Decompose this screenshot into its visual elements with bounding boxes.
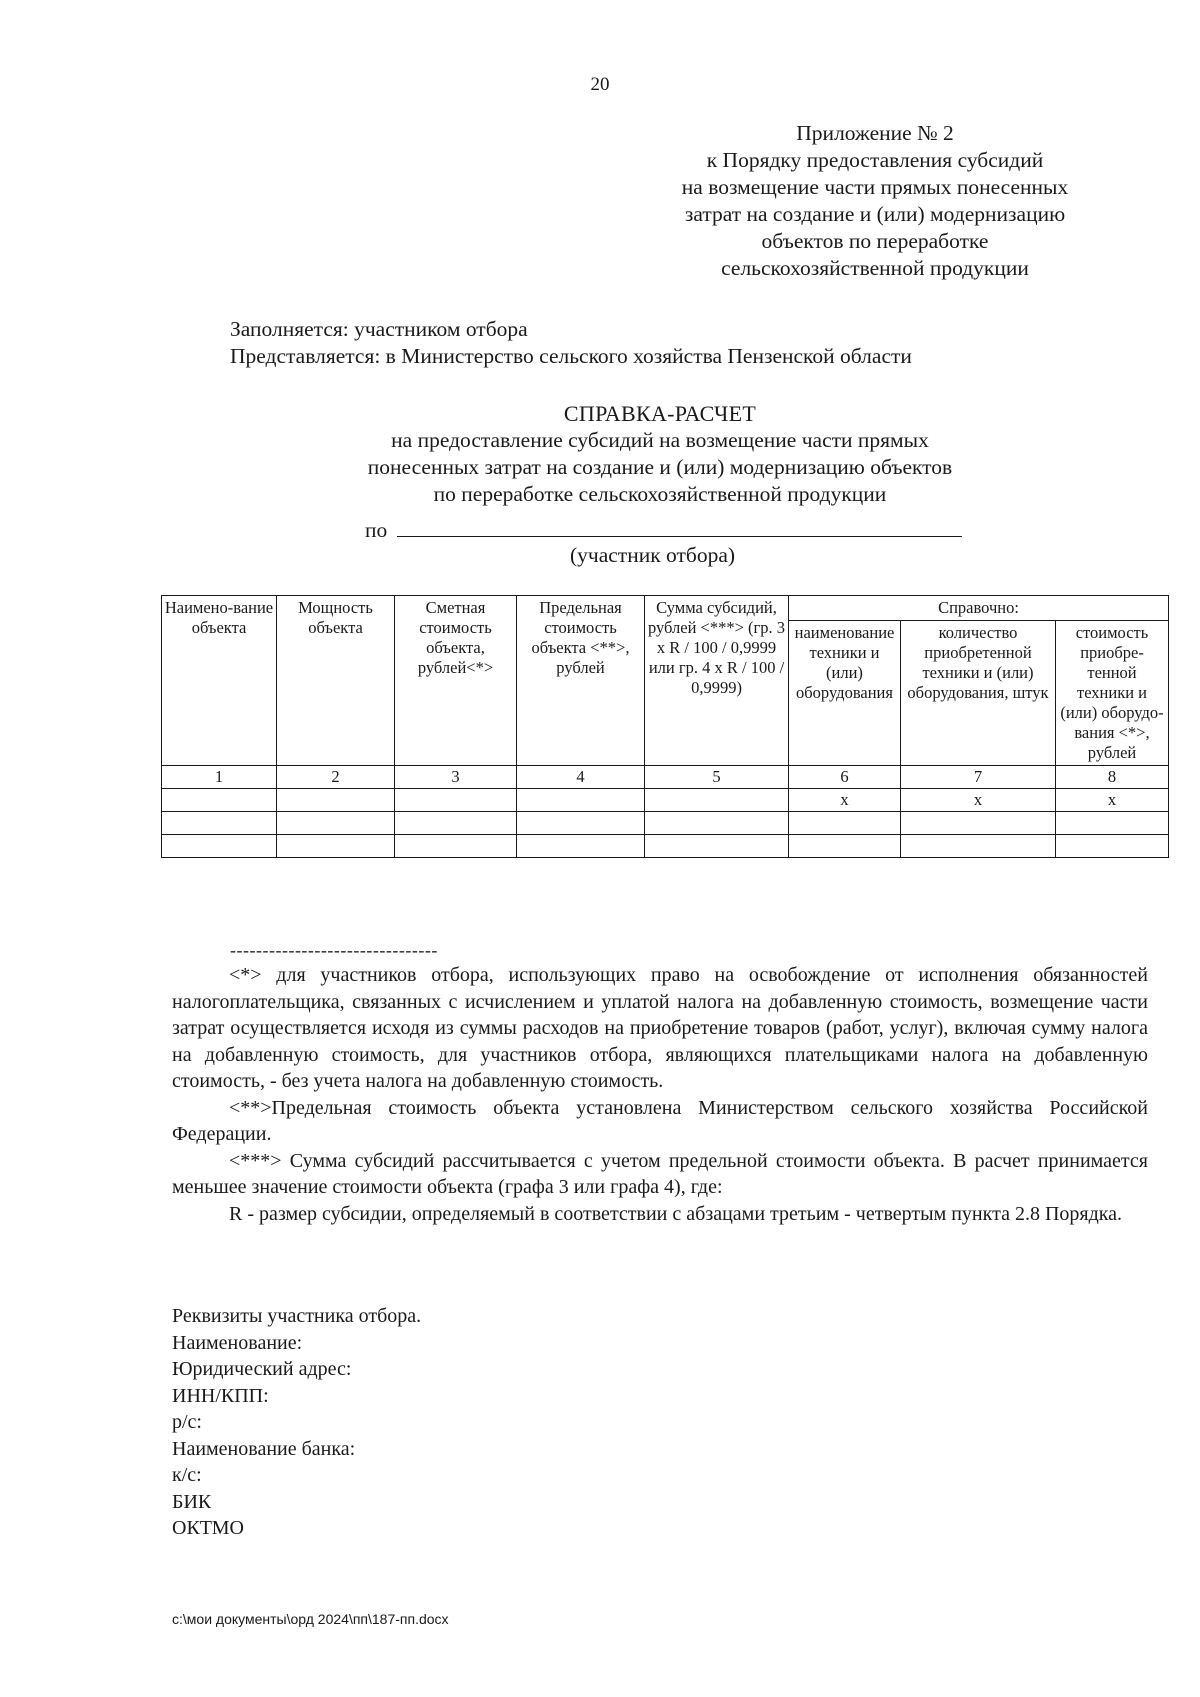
footnote-separator: -------------------------------- xyxy=(230,940,438,960)
appendix-line: Приложение № 2 xyxy=(796,121,954,145)
requisites-title: Реквизиты участника отбора. xyxy=(172,1305,422,1327)
table-row xyxy=(162,789,1169,812)
table-cell[interactable] xyxy=(517,812,645,835)
footnote-r-definition: R - размер субсидии, определяемый в соответствии с абзацами третьим - четвертым пункта 2.8 Порядка. xyxy=(229,1202,1123,1225)
requisite-name: Наименование: xyxy=(172,1331,303,1354)
requisite-bik: БИК xyxy=(172,1490,212,1513)
filled-by: Заполняется: участником отбора xyxy=(230,317,528,341)
table-cell[interactable] xyxy=(901,812,1056,835)
file-path-footer: c:\мои документы\орд 2024\пп\187-пп.docx xyxy=(172,1611,449,1627)
table-cell[interactable] xyxy=(645,835,789,858)
table-cell[interactable] xyxy=(395,789,517,812)
header-capacity: Мощность объекта xyxy=(277,596,395,766)
form-meta xyxy=(230,316,912,370)
title-line: по переработке сельскохозяйственной продукции xyxy=(433,482,887,506)
appendix-line: на возмещение части прямых понесенных xyxy=(681,175,1069,199)
footnote-subsidy-calc: <***> Сумма субсидий рассчитывается с учетом предельной стоимости объекта. В расчет принимается меньшее значение стоимости объекта (графа 3 или графа 4), где: xyxy=(172,1149,1148,1198)
table-cell-x: x xyxy=(901,789,1056,812)
participant-blank xyxy=(397,520,962,537)
col-number: 1 xyxy=(162,766,277,789)
requisite-bank: Наименование банка: xyxy=(172,1437,356,1460)
table-cell[interactable] xyxy=(789,835,901,858)
requisite-oktmo: ОКТМО xyxy=(172,1517,244,1539)
col-number: 4 xyxy=(517,766,645,789)
header-equipment-name: наименование техники и (или) оборудования xyxy=(789,621,901,766)
appendix-line: затрат на создание и (или) модернизацию xyxy=(684,202,1066,226)
requisite-address: Юридический адрес: xyxy=(172,1358,352,1380)
table-cell[interactable] xyxy=(395,812,517,835)
table-cell[interactable] xyxy=(1056,835,1169,858)
table-cell[interactable] xyxy=(901,835,1056,858)
participant-line xyxy=(365,518,962,543)
title-line: понесенных затрат на создание и (или) модернизацию объектов xyxy=(367,455,953,479)
table-cell-x: x xyxy=(1056,789,1169,812)
participant-requisites xyxy=(172,1303,421,1542)
title-line: на предоставление субсидий на возмещение части прямых xyxy=(391,428,929,452)
appendix-header xyxy=(640,120,1110,282)
col-number: 2 xyxy=(277,766,395,789)
table-cell[interactable] xyxy=(645,812,789,835)
requisite-account: р/с: xyxy=(172,1411,202,1433)
table-cell[interactable] xyxy=(162,812,277,835)
header-equipment-cost: стоимость приобре-тенной техники и (или) оборудо-вания <*>, рублей xyxy=(1056,621,1169,766)
col-number: 5 xyxy=(645,766,789,789)
table-cell[interactable] xyxy=(645,789,789,812)
po-label: по xyxy=(365,518,388,542)
requisite-inn: ИНН/КПП: xyxy=(172,1384,269,1407)
table-cell[interactable] xyxy=(517,789,645,812)
page-number: 20 xyxy=(590,74,610,95)
table-cell[interactable] xyxy=(1056,812,1169,835)
table-number-row xyxy=(162,766,1169,789)
appendix-line: сельскохозяйственной продукции xyxy=(721,256,1029,280)
document-title xyxy=(300,400,1020,508)
table-cell-x: x xyxy=(789,789,901,812)
table-cell[interactable] xyxy=(277,812,395,835)
table-cell[interactable] xyxy=(517,835,645,858)
title-heading: СПРАВКА-РАСЧЕТ xyxy=(563,401,757,426)
footnotes xyxy=(172,962,1148,1227)
table-cell[interactable] xyxy=(789,812,901,835)
footnote-vat: <*> для участников отбора, использующих право на освобождение от исполнения обязанностей налогоплательщика, связанных с исчислением и уплатой налога на добавленную стоимость, возмещение части затрат осуществляется исходя из суммы расходов на приобретение товаров (работ, услуг), включая сумму налога на добавленную стоимость, для участников отбора, являющихся плательщиками налога на добавленную стоимость, - без учета налога на добавленную стоимость. xyxy=(172,964,1148,1092)
header-subsidy-sum: Сумма субсидий, рублей <***> (гр. 3 x R / 100 / 0,9999 или гр. 4 x R / 100 / 0,9999) xyxy=(645,596,789,766)
calculation-table xyxy=(161,595,1169,858)
header-object-name: Наимено-вание объекта xyxy=(162,596,277,766)
table-cell[interactable] xyxy=(162,835,277,858)
header-equipment-qty: количество приобретенной техники и (или) оборудования, штук xyxy=(901,621,1056,766)
col-number: 6 xyxy=(789,766,901,789)
appendix-line: к Порядку предоставления субсидий xyxy=(706,148,1044,172)
table-row xyxy=(162,812,1169,835)
header-reference-group: Справочно: xyxy=(789,596,1169,621)
header-limit-cost: Предельная стоимость объекта <**>, рублей xyxy=(517,596,645,766)
col-number: 3 xyxy=(395,766,517,789)
table-header-row xyxy=(162,596,1169,621)
table-cell[interactable] xyxy=(277,789,395,812)
table-cell[interactable] xyxy=(162,789,277,812)
footnote-limit-cost: <**>Предельная стоимость объекта установлена Министерством сельского хозяйства Российской Федерации. xyxy=(172,1096,1148,1145)
col-number: 8 xyxy=(1056,766,1169,789)
participant-caption: (участник отбора) xyxy=(570,543,736,567)
header-estimated-cost: Сметная стоимость объекта, рублей<*> xyxy=(395,596,517,766)
col-number: 7 xyxy=(901,766,1056,789)
table-cell[interactable] xyxy=(395,835,517,858)
table-cell[interactable] xyxy=(277,835,395,858)
requisite-corr-account: к/с: xyxy=(172,1464,202,1486)
submitted-to: Представляется: в Министерство сельского хозяйства Пензенской области xyxy=(230,344,912,368)
appendix-line: объектов по переработке xyxy=(761,229,989,253)
table-row xyxy=(162,835,1169,858)
